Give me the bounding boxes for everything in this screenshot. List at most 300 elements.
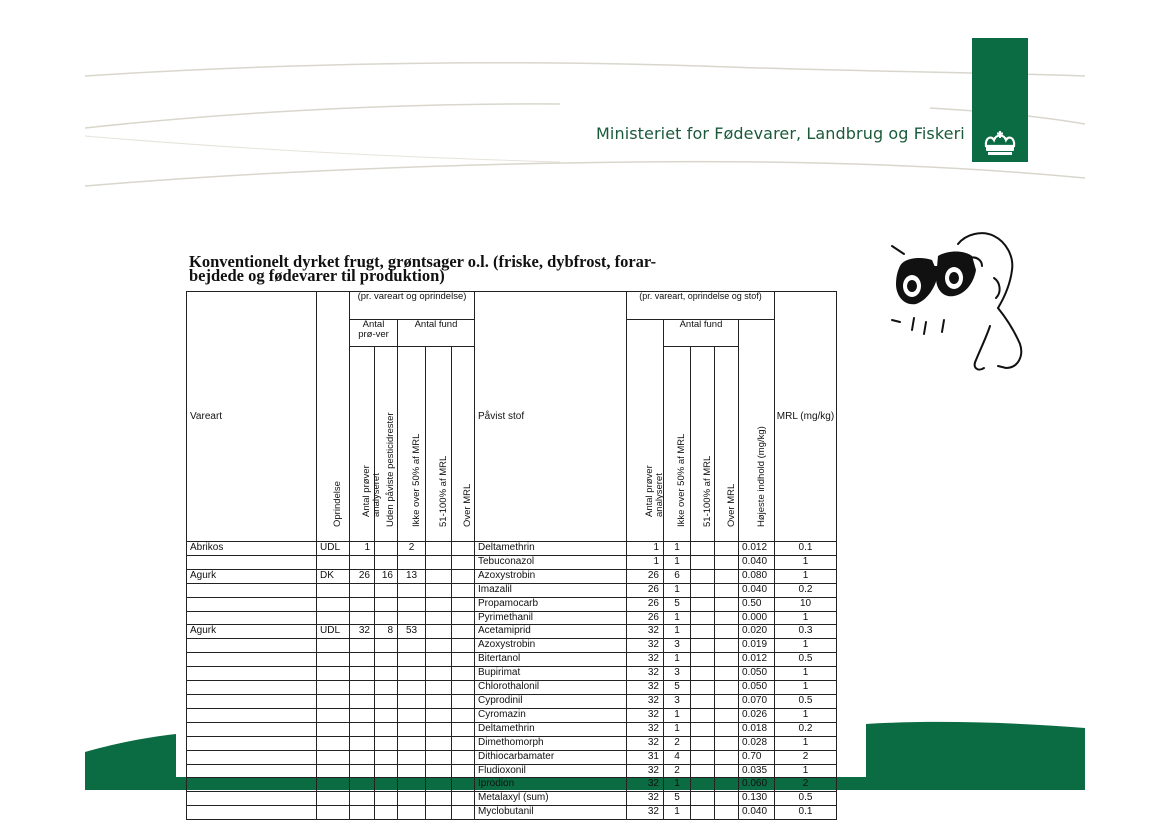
cell-over-mrl-r xyxy=(715,639,739,653)
cell-ikke-over-50-r: 5 xyxy=(664,792,691,806)
cell-antal-prover xyxy=(350,667,375,681)
cell-over-mrl-r xyxy=(715,778,739,792)
cell-51-100 xyxy=(426,722,452,736)
cell-antal-prover-r: 26 xyxy=(627,583,664,597)
cell-ikke-over-50-r: 2 xyxy=(664,764,691,778)
cell-antal-prover xyxy=(350,736,375,750)
table-row xyxy=(187,583,837,597)
cell-mrl: 1 xyxy=(775,736,837,750)
cell-mrl: 1 xyxy=(775,681,837,695)
cell-51-100-r xyxy=(691,764,715,778)
cell-over-mrl-r xyxy=(715,625,739,639)
header-antal-fund-group-r: Antal fund xyxy=(664,320,739,347)
cell-mrl: 0.5 xyxy=(775,792,837,806)
cell-oprindelse xyxy=(317,778,350,792)
cell-hojeste-indhold: 0.028 xyxy=(739,736,775,750)
ministry-name: Ministeriet for Fødevarer, Landbrug og Fiskeri xyxy=(596,124,965,143)
cell-mrl: 0.2 xyxy=(775,722,837,736)
cell-hojeste-indhold: 0.130 xyxy=(739,792,775,806)
cell-oprindelse xyxy=(317,681,350,695)
table-row xyxy=(187,722,837,736)
cell-ikke-over-50 xyxy=(398,611,426,625)
cell-antal-prover xyxy=(350,694,375,708)
cell-oprindelse xyxy=(317,639,350,653)
cell-51-100 xyxy=(426,597,452,611)
cell-over-mrl xyxy=(452,736,475,750)
cell-antal-prover xyxy=(350,583,375,597)
cell-antal-prover xyxy=(350,639,375,653)
cell-uden xyxy=(375,653,398,667)
cell-over-mrl xyxy=(452,778,475,792)
cell-oprindelse xyxy=(317,555,350,569)
cell-over-mrl xyxy=(452,722,475,736)
cell-oprindelse xyxy=(317,764,350,778)
cell-vareart: Abrikos xyxy=(187,542,317,556)
table-row xyxy=(187,708,837,722)
cell-antal-prover-r: 26 xyxy=(627,569,664,583)
cell-vareart xyxy=(187,736,317,750)
cell-hojeste-indhold: 0.050 xyxy=(739,681,775,695)
cell-antal-prover-r: 1 xyxy=(627,555,664,569)
cell-ikke-over-50-r: 1 xyxy=(664,625,691,639)
table-row xyxy=(187,542,837,556)
cell-mrl: 0.2 xyxy=(775,583,837,597)
cell-51-100 xyxy=(426,555,452,569)
cell-hojeste-indhold: 0.080 xyxy=(739,569,775,583)
cell-pavist-stof: Deltamethrin xyxy=(475,722,627,736)
cell-oprindelse xyxy=(317,611,350,625)
cell-mrl: 1 xyxy=(775,611,837,625)
cell-ikke-over-50 xyxy=(398,681,426,695)
cell-over-mrl-r xyxy=(715,569,739,583)
cell-ikke-over-50 xyxy=(398,736,426,750)
cell-51-100-r xyxy=(691,667,715,681)
table-row xyxy=(187,750,837,764)
cell-ikke-over-50 xyxy=(398,792,426,806)
cell-over-mrl-r xyxy=(715,555,739,569)
cell-ikke-over-50: 53 xyxy=(398,625,426,639)
cell-over-mrl-r xyxy=(715,694,739,708)
cell-uden xyxy=(375,722,398,736)
cell-hojeste-indhold: 0.000 xyxy=(739,611,775,625)
cell-vareart xyxy=(187,611,317,625)
cell-51-100-r xyxy=(691,542,715,556)
cell-pavist-stof: Tebuconazol xyxy=(475,555,627,569)
table-row xyxy=(187,653,837,667)
cell-pavist-stof: Chlorothalonil xyxy=(475,681,627,695)
cell-antal-prover-r: 32 xyxy=(627,625,664,639)
cell-51-100 xyxy=(426,667,452,681)
cell-ikke-over-50 xyxy=(398,708,426,722)
header-antal-prover: Antal prøver analyseret xyxy=(350,347,375,542)
cell-51-100 xyxy=(426,778,452,792)
cell-over-mrl xyxy=(452,555,475,569)
cell-51-100-r xyxy=(691,722,715,736)
header-pavist-stof: Påvist stof xyxy=(475,292,627,542)
cell-vareart xyxy=(187,722,317,736)
cell-pavist-stof: Azoxystrobin xyxy=(475,639,627,653)
cell-over-mrl xyxy=(452,694,475,708)
cell-51-100 xyxy=(426,542,452,556)
cell-ikke-over-50 xyxy=(398,583,426,597)
table-row xyxy=(187,681,837,695)
cell-mrl: 2 xyxy=(775,750,837,764)
cell-over-mrl-r xyxy=(715,750,739,764)
cell-vareart xyxy=(187,708,317,722)
cell-hojeste-indhold: 0.018 xyxy=(739,722,775,736)
cell-over-mrl-r xyxy=(715,653,739,667)
cell-51-100 xyxy=(426,806,452,820)
cell-ikke-over-50-r: 1 xyxy=(664,555,691,569)
cell-hojeste-indhold: 0.070 xyxy=(739,694,775,708)
table-row xyxy=(187,611,837,625)
cell-51-100-r xyxy=(691,555,715,569)
cell-mrl: 1 xyxy=(775,639,837,653)
header-uden-pesticidrester: Uden påviste pesticidrester xyxy=(375,347,398,542)
cell-hojeste-indhold: 0.050 xyxy=(739,667,775,681)
table-row xyxy=(187,764,837,778)
cell-pavist-stof: Bitertanol xyxy=(475,653,627,667)
cell-51-100 xyxy=(426,611,452,625)
header-antal-fund-group: Antal fund xyxy=(398,320,475,347)
cell-pavist-stof: Imazalil xyxy=(475,583,627,597)
cell-oprindelse xyxy=(317,792,350,806)
cell-ikke-over-50-r: 1 xyxy=(664,653,691,667)
cell-51-100-r xyxy=(691,708,715,722)
cell-hojeste-indhold: 0.060 xyxy=(739,778,775,792)
cell-pavist-stof: Azoxystrobin xyxy=(475,569,627,583)
cell-uden xyxy=(375,667,398,681)
cell-ikke-over-50-r: 1 xyxy=(664,708,691,722)
table-row xyxy=(187,806,837,820)
cell-51-100-r xyxy=(691,681,715,695)
header-oprindelse: Oprindelse xyxy=(317,292,350,542)
cell-ikke-over-50 xyxy=(398,764,426,778)
cell-uden xyxy=(375,681,398,695)
cell-vareart: Agurk xyxy=(187,625,317,639)
cell-over-mrl-r xyxy=(715,708,739,722)
cell-ikke-over-50 xyxy=(398,555,426,569)
cell-ikke-over-50 xyxy=(398,722,426,736)
cell-ikke-over-50-r: 5 xyxy=(664,681,691,695)
cell-ikke-over-50-r: 1 xyxy=(664,583,691,597)
cell-over-mrl-r xyxy=(715,764,739,778)
cell-pavist-stof: Cyromazin xyxy=(475,708,627,722)
cell-antal-prover xyxy=(350,708,375,722)
cell-51-100 xyxy=(426,583,452,597)
cell-over-mrl xyxy=(452,639,475,653)
cell-over-mrl xyxy=(452,667,475,681)
header-group-right: (pr. vareart, oprindelse og stof) xyxy=(627,292,775,320)
header-ikke-over-50-r: Ikke over 50% af MRL xyxy=(664,347,691,542)
cell-pavist-stof: Fludioxonil xyxy=(475,764,627,778)
cell-over-mrl-r xyxy=(715,722,739,736)
cell-51-100 xyxy=(426,764,452,778)
cell-oprindelse xyxy=(317,667,350,681)
cell-over-mrl xyxy=(452,625,475,639)
cell-antal-prover-r: 32 xyxy=(627,792,664,806)
cell-over-mrl xyxy=(452,569,475,583)
cell-antal-prover xyxy=(350,722,375,736)
cell-antal-prover-r: 32 xyxy=(627,764,664,778)
cell-ikke-over-50 xyxy=(398,639,426,653)
cell-over-mrl-r xyxy=(715,736,739,750)
table-body xyxy=(187,542,837,820)
cell-vareart xyxy=(187,639,317,653)
crown-icon xyxy=(981,130,1019,156)
cell-hojeste-indhold: 0.040 xyxy=(739,583,775,597)
cell-51-100 xyxy=(426,736,452,750)
cell-ikke-over-50 xyxy=(398,750,426,764)
cell-antal-prover: 1 xyxy=(350,542,375,556)
cell-hojeste-indhold: 0.035 xyxy=(739,764,775,778)
cell-51-100-r xyxy=(691,750,715,764)
cell-ikke-over-50-r: 3 xyxy=(664,639,691,653)
cell-mrl: 10 xyxy=(775,597,837,611)
cell-antal-prover-r: 32 xyxy=(627,736,664,750)
cell-51-100-r xyxy=(691,653,715,667)
cell-51-100 xyxy=(426,792,452,806)
header-group-left: (pr. vareart og oprindelse) xyxy=(350,292,475,320)
cell-mrl: 1 xyxy=(775,708,837,722)
header-51-100-r: 51-100% af MRL xyxy=(691,347,715,542)
cell-ikke-over-50 xyxy=(398,806,426,820)
cell-uden xyxy=(375,708,398,722)
cell-hojeste-indhold: 0.012 xyxy=(739,653,775,667)
cell-antal-prover-r: 32 xyxy=(627,778,664,792)
document-sheet xyxy=(176,291,866,818)
cell-antal-prover xyxy=(350,778,375,792)
cell-mrl: 1 xyxy=(775,555,837,569)
cell-uden xyxy=(375,639,398,653)
cell-hojeste-indhold: 0.026 xyxy=(739,708,775,722)
cell-51-100-r xyxy=(691,694,715,708)
cell-ikke-over-50-r: 5 xyxy=(664,597,691,611)
cell-uden: 16 xyxy=(375,569,398,583)
cell-51-100-r xyxy=(691,611,715,625)
cell-antal-prover xyxy=(350,806,375,820)
cell-oprindelse xyxy=(317,736,350,750)
cell-over-mrl-r xyxy=(715,597,739,611)
table-row xyxy=(187,667,837,681)
cell-ikke-over-50: 2 xyxy=(398,542,426,556)
cell-hojeste-indhold: 0.020 xyxy=(739,625,775,639)
cell-ikke-over-50 xyxy=(398,778,426,792)
cell-ikke-over-50-r: 3 xyxy=(664,694,691,708)
cell-over-mrl xyxy=(452,611,475,625)
cell-uden xyxy=(375,555,398,569)
cell-uden xyxy=(375,736,398,750)
cell-51-100 xyxy=(426,681,452,695)
cell-over-mrl xyxy=(452,806,475,820)
cell-over-mrl-r xyxy=(715,681,739,695)
cell-oprindelse xyxy=(317,750,350,764)
cell-vareart xyxy=(187,792,317,806)
cell-hojeste-indhold: 0.70 xyxy=(739,750,775,764)
cell-ikke-over-50-r: 1 xyxy=(664,722,691,736)
cell-antal-prover-r: 26 xyxy=(627,597,664,611)
cell-hojeste-indhold: 0.012 xyxy=(739,542,775,556)
cell-pavist-stof: Dimethomorph xyxy=(475,736,627,750)
header-mrl: MRL (mg/kg) xyxy=(775,292,837,542)
cell-vareart xyxy=(187,806,317,820)
cell-mrl: 0.3 xyxy=(775,625,837,639)
cell-pavist-stof: Dithiocarbamater xyxy=(475,750,627,764)
cell-uden xyxy=(375,806,398,820)
cell-51-100 xyxy=(426,694,452,708)
cell-over-mrl-r xyxy=(715,583,739,597)
table-row xyxy=(187,625,837,639)
header-vareart: Vareart xyxy=(187,292,317,542)
cell-oprindelse xyxy=(317,597,350,611)
cell-51-100-r xyxy=(691,625,715,639)
cell-mrl: 1 xyxy=(775,667,837,681)
cell-51-100-r xyxy=(691,736,715,750)
cell-pavist-stof: Deltamethrin xyxy=(475,542,627,556)
cell-over-mrl-r xyxy=(715,611,739,625)
cell-ikke-over-50-r: 6 xyxy=(664,569,691,583)
cell-over-mrl xyxy=(452,792,475,806)
cell-ikke-over-50-r: 3 xyxy=(664,667,691,681)
cell-uden xyxy=(375,583,398,597)
cell-vareart xyxy=(187,778,317,792)
cell-uden xyxy=(375,792,398,806)
cell-vareart xyxy=(187,583,317,597)
cell-51-100 xyxy=(426,625,452,639)
cell-ikke-over-50-r: 4 xyxy=(664,750,691,764)
cell-ikke-over-50: 13 xyxy=(398,569,426,583)
cell-antal-prover-r: 32 xyxy=(627,694,664,708)
cell-mrl: 0.5 xyxy=(775,694,837,708)
cell-51-100 xyxy=(426,639,452,653)
cell-over-mrl xyxy=(452,681,475,695)
cell-ikke-over-50 xyxy=(398,667,426,681)
ministry-crest xyxy=(972,38,1028,162)
cell-oprindelse xyxy=(317,708,350,722)
cell-antal-prover xyxy=(350,653,375,667)
cell-hojeste-indhold: 0.040 xyxy=(739,806,775,820)
cell-oprindelse xyxy=(317,806,350,820)
cell-hojeste-indhold: 0.50 xyxy=(739,597,775,611)
cell-mrl: 2 xyxy=(775,778,837,792)
cell-vareart xyxy=(187,555,317,569)
title-line-2: bejdede og fødevarer til produktion) xyxy=(189,266,445,285)
cell-ikke-over-50-r: 1 xyxy=(664,778,691,792)
cell-mrl: 0.1 xyxy=(775,806,837,820)
cell-antal-prover-r: 32 xyxy=(627,653,664,667)
cell-ikke-over-50 xyxy=(398,653,426,667)
table-row xyxy=(187,555,837,569)
cell-over-mrl xyxy=(452,583,475,597)
cell-over-mrl xyxy=(452,708,475,722)
table-row xyxy=(187,792,837,806)
cell-mrl: 1 xyxy=(775,764,837,778)
table-row xyxy=(187,694,837,708)
cell-over-mrl xyxy=(452,653,475,667)
cell-uden xyxy=(375,778,398,792)
header-over-mrl-r: Over MRL xyxy=(715,347,739,542)
cell-antal-prover xyxy=(350,750,375,764)
cell-antal-prover-r: 32 xyxy=(627,667,664,681)
cell-antal-prover-r: 32 xyxy=(627,639,664,653)
cell-antal-prover-r: 32 xyxy=(627,722,664,736)
cell-51-100 xyxy=(426,569,452,583)
cell-antal-prover xyxy=(350,555,375,569)
cell-vareart xyxy=(187,667,317,681)
cell-uden: 8 xyxy=(375,625,398,639)
cell-over-mrl-r xyxy=(715,806,739,820)
table-row xyxy=(187,736,837,750)
cell-over-mrl xyxy=(452,750,475,764)
cell-oprindelse: UDL xyxy=(317,625,350,639)
cell-over-mrl-r xyxy=(715,542,739,556)
table-row xyxy=(187,569,837,583)
cell-51-100 xyxy=(426,750,452,764)
cell-vareart xyxy=(187,681,317,695)
cell-over-mrl xyxy=(452,542,475,556)
cell-ikke-over-50-r: 1 xyxy=(664,611,691,625)
cell-pavist-stof: Pyrimethanil xyxy=(475,611,627,625)
cell-oprindelse: DK xyxy=(317,569,350,583)
cell-51-100-r xyxy=(691,806,715,820)
cell-51-100-r xyxy=(691,583,715,597)
cell-hojeste-indhold: 0.019 xyxy=(739,639,775,653)
cell-vareart xyxy=(187,653,317,667)
cell-antal-prover: 32 xyxy=(350,625,375,639)
cell-antal-prover: 26 xyxy=(350,569,375,583)
pesticide-table xyxy=(186,291,837,820)
cell-vareart xyxy=(187,694,317,708)
cell-51-100-r xyxy=(691,792,715,806)
cell-mrl: 0.5 xyxy=(775,653,837,667)
cell-oprindelse: UDL xyxy=(317,542,350,556)
cell-ikke-over-50 xyxy=(398,597,426,611)
cell-antal-prover-r: 32 xyxy=(627,681,664,695)
cell-ikke-over-50-r: 1 xyxy=(664,806,691,820)
header-antal-prover-r: Antal prøver analyseret xyxy=(627,320,664,542)
cell-uden xyxy=(375,542,398,556)
cell-vareart: Agurk xyxy=(187,569,317,583)
cell-uden xyxy=(375,694,398,708)
cell-pavist-stof: Myclobutanil xyxy=(475,806,627,820)
cell-51-100-r xyxy=(691,569,715,583)
cell-ikke-over-50 xyxy=(398,694,426,708)
cell-over-mrl xyxy=(452,764,475,778)
cell-uden xyxy=(375,611,398,625)
cell-hojeste-indhold: 0.040 xyxy=(739,555,775,569)
document-title xyxy=(189,252,657,285)
cell-oprindelse xyxy=(317,583,350,597)
cell-mrl: 1 xyxy=(775,569,837,583)
cell-pavist-stof: Propamocarb xyxy=(475,597,627,611)
cell-antal-prover xyxy=(350,681,375,695)
cell-oprindelse xyxy=(317,653,350,667)
cell-pavist-stof: Metalaxyl (sum) xyxy=(475,792,627,806)
cell-pavist-stof: Bupirimat xyxy=(475,667,627,681)
cell-pavist-stof: Acetamiprid xyxy=(475,625,627,639)
cell-uden xyxy=(375,597,398,611)
header-51-100: 51-100% af MRL xyxy=(426,347,452,542)
cell-antal-prover xyxy=(350,764,375,778)
cell-antal-prover-r: 32 xyxy=(627,806,664,820)
cell-antal-prover-r: 32 xyxy=(627,708,664,722)
cell-over-mrl-r xyxy=(715,667,739,681)
header-antal-prover-group: Antal prø-ver xyxy=(350,320,398,347)
header-over-mrl: Over MRL xyxy=(452,347,475,542)
cell-oprindelse xyxy=(317,694,350,708)
cell-antal-prover-r: 31 xyxy=(627,750,664,764)
cell-antal-prover-r: 26 xyxy=(627,611,664,625)
